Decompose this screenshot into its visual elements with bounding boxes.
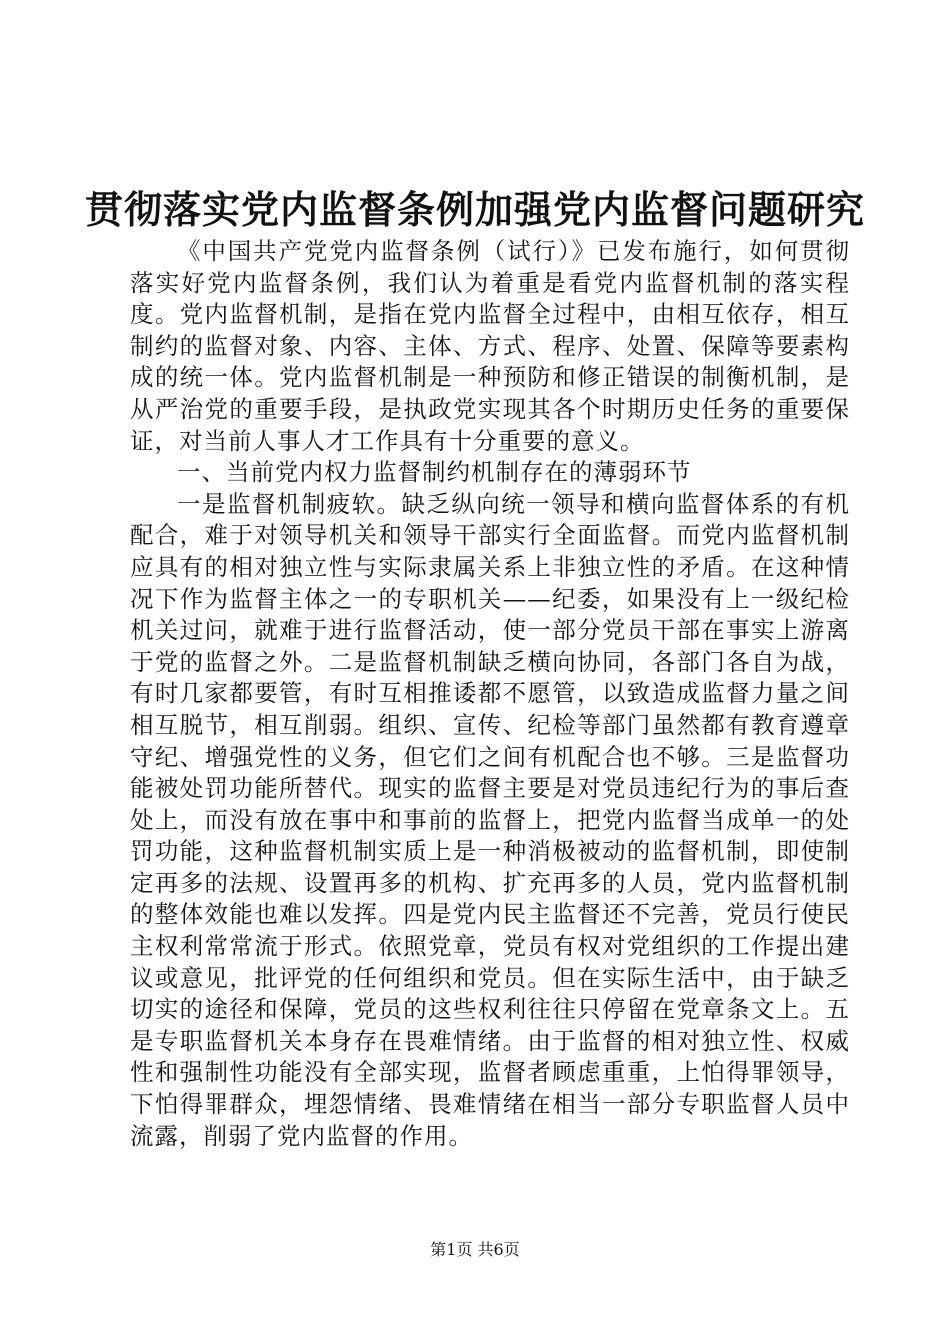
page-footer: 第1页 共6页	[430, 1240, 520, 1259]
paragraph-intro: 《中国共产党党内监督条例（试行）》已发布施行，如何贯彻落实好党内监督条例，我们认为着重是看党内监督机制的落实程度。党内监督机制，是指在党内监督全过程中，由相互依存，相互制约的监督对象、内容、主体、方式、程序、处置、保障等要素构成的统一体。党内监督机制是一种预防和修正错误的制衡机制，是从严治党的重要手段，是执政党实现其各个时期历史任务的重要保证，对当前人事人才工作具有十分重要的意义。	[130, 237, 850, 455]
paragraph-weaknesses: 一是监督机制疲软。缺乏纵向统一领导和横向监督体系的有机配合，难于对领导机关和领导干部实行全面监督。而党内监督机制应具有的相对独立性与实际隶属关系上非独立性的矛盾。在这种情况下作为监督主体之一的专职机关——纪委，如果没有上一级纪检机关过问，就难于进行监督活动，使一部分党员干部在事实上游离于党的监督之外。二是监督机制缺乏横向协同，各部门各自为战，有时几家都要管，有时互相推诿都不愿管，以致造成监督力量之间相互脱节，相互削弱。组织、宣传、纪检等部门虽然都有教育遵章守纪、增强党性的义务，但它们之间有机配合也不够。三是监督功能被处罚功能所替代。现实的监督主要是对党员违纪行为的事后查处上，而没有放在事中和事前的监督上，把党内监督当成单一的处罚功能，这种监督机制实质上是一种消极被动的监督机制，即使制定再多的法规、设置再多的机构、扩充再多的人员，党内监督机制的整体效能也难以发挥。四是党内民主监督还不完善，党员行使民主权利常常流于形式。依照党章，党员有权对党组织的工作提出建议或意见，批评党的任何组织和党员。但在实际生活中，由于缺乏切实的途径和保障，党员的这些权利往往只停留在党章条文上。五是专职监督机关本身存在畏难情绪。由于监督的相对独立性、权威性和强制性功能没有全部实现，监督者顾虑重重，上怕得罪领导，下怕得罪群众，埋怨情绪、畏难情绪在相当一部分专职监督人员中流露，削弱了党内监督的作用。	[130, 489, 850, 1150]
section-heading: 一、当前党内权力监督制约机制存在的薄弱环节	[177, 458, 692, 487]
document-title: 贯彻落实党内监督条例加强党内监督问题研究	[84, 187, 865, 232]
document-body	[130, 236, 850, 1152]
